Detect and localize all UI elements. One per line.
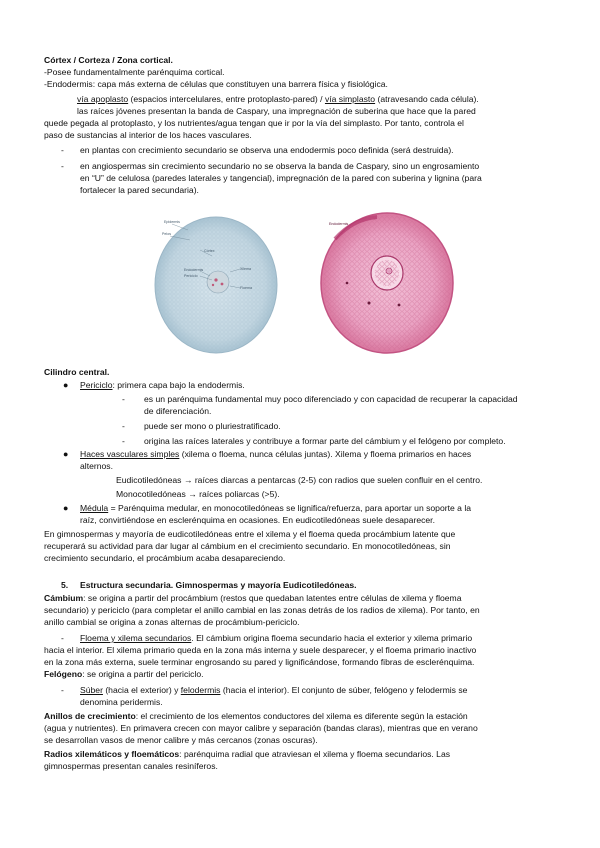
floema-term: Floema y xilema secundarios bbox=[80, 633, 192, 643]
radios-line bbox=[44, 749, 450, 760]
bullet: ● bbox=[63, 503, 69, 513]
root-cross-section-diagram bbox=[150, 212, 280, 358]
list-dash: - bbox=[61, 685, 64, 695]
cambium-line: secundario) y periciclo (para completar el anillo cambial en las zonas detrás de los radios de xilema). Por tanto, en bbox=[44, 605, 480, 615]
paragraph-line: recuperará su actividad para dar lugar al cámbium en el crecimiento secundario. En monocotiledóneas, sin bbox=[44, 541, 451, 551]
periciclo-line bbox=[80, 380, 245, 391]
list-item: origina las raíces laterales y contribuye a formar parte del cámbium y el felógeno por completo. bbox=[144, 436, 506, 446]
diagram-label: Epidermis bbox=[164, 220, 180, 224]
suber-line: denomina peridermis. bbox=[80, 697, 163, 707]
suber-mid: (hacia el exterior) y bbox=[102, 685, 181, 695]
medula-line bbox=[80, 503, 471, 514]
floema-line: hacia el interior. El xilema primario queda en la zona más interna y suele desparecer, y el floema primario inactivo bbox=[44, 645, 477, 655]
diagram-label: Xilema bbox=[240, 267, 251, 271]
haces-line bbox=[80, 449, 471, 460]
bullet: ● bbox=[63, 449, 69, 459]
list-item: fortalecer la pared secundaria). bbox=[80, 185, 199, 195]
list-dash: - bbox=[122, 421, 125, 431]
suber-term: Súber bbox=[80, 685, 103, 695]
list-dash: - bbox=[61, 145, 64, 155]
simplasto-term: vía simplasto bbox=[324, 94, 376, 104]
diagram-label: Floema bbox=[240, 286, 252, 290]
haces-line: alternos. bbox=[80, 461, 113, 471]
eudic-line: Eudicotiledóneas → raíces diarcas a pentarcas (2-5) con radios que suelen confluir en el centro. bbox=[116, 475, 483, 485]
cambium-term: Cámbium bbox=[44, 593, 84, 603]
cambium-line bbox=[44, 593, 462, 604]
cambium-def: : se origina a partir del procámbium (restos que quedaban latentes entre células de xilema y floema bbox=[83, 593, 462, 603]
diagram-label: Córtex bbox=[204, 249, 215, 253]
medula-term: Médula bbox=[80, 503, 109, 513]
cortex-heading: Córtex / Corteza / Zona cortical. bbox=[44, 55, 173, 65]
diagram-label: Pelos bbox=[162, 232, 171, 236]
list-dash: - bbox=[122, 436, 125, 446]
apoplasto-text: (espacios intercelulares, entre protoplasto-pared) / bbox=[128, 94, 325, 104]
list-dash: - bbox=[122, 394, 125, 404]
list-dash: - bbox=[61, 633, 64, 643]
list-item: en angiospermas sin crecimiento secundario no se observa la banda de Caspary, sino un engrosamiento bbox=[80, 161, 480, 171]
list-item: puede ser mono o pluriestratificado. bbox=[144, 421, 281, 431]
felodermis-term: felodermis bbox=[180, 685, 221, 695]
periciclo-term: Periciclo bbox=[80, 380, 113, 390]
medula-line: raíz, convirtiéndose en esclerénquima en ocasiones. En eudicotiledóneas suele desaparecer. bbox=[80, 515, 435, 525]
suber-line bbox=[80, 685, 467, 696]
simplasto-text: (atravesando cada célula). bbox=[375, 94, 479, 104]
monoc-line: Monocotiledóneas → raíces poliarcas (>5). bbox=[116, 489, 280, 499]
radios-line: gimnospermas presentan canales resiníferos. bbox=[44, 761, 218, 771]
diagram-label: Periciclo bbox=[184, 274, 198, 278]
diagram-label: Endodermis bbox=[329, 222, 349, 226]
list-item: de diferenciación. bbox=[144, 406, 212, 416]
list-item: es un parénquima fundamental muy poco diferenciado y con capacidad de recuperar la capacidad bbox=[144, 394, 518, 404]
cortex-line: -Endodermis: capa más externa de células que constituyen una barrera física y fisiológica. bbox=[44, 79, 388, 89]
anillos-line bbox=[44, 711, 468, 722]
felogeno-def: : se origina a partir del periciclo. bbox=[82, 669, 204, 679]
floema-def: . El cámbium origina floema secundario hacia el exterior y xilema primario bbox=[191, 633, 473, 643]
apoplasto-term: vía apoplasto bbox=[77, 94, 129, 104]
list-dash: - bbox=[61, 161, 64, 171]
suber-rest: (hacia el interior). El conjunto de súber, felógeno y felodermis se bbox=[220, 685, 468, 695]
haces-def: (xilema o floema, nunca células juntas). Xilema y floema primarios en haces bbox=[179, 449, 472, 459]
caspary-line: quede pegada al protoplasto, y los nutrientes/agua tengan que ir por la vía del simplasto. Por tanto, controla el bbox=[44, 118, 464, 128]
felogeno-term: Felógeno bbox=[44, 669, 83, 679]
list-item: en plantas con crecimiento secundario se observa una endodermis poco definida (será destruida). bbox=[80, 145, 454, 155]
anillos-term: Anillos de crecimiento bbox=[44, 711, 136, 721]
felogeno-line bbox=[44, 669, 204, 680]
caspary-line: las raíces jóvenes presentan la banda de Caspary, una impregnación de suberina que hace que la pared bbox=[77, 106, 476, 116]
bullet: ● bbox=[63, 380, 69, 390]
list-item: en “U” de celulosa (paredes laterales y tangencial), impregnación de la pared con suberina y lignina (para bbox=[80, 173, 482, 183]
anillos-line: se desarrollan vasos de menor calibre y más cercanos (zonas oscuras). bbox=[44, 735, 318, 745]
root-histology-photo bbox=[317, 209, 457, 355]
paragraph-line: En gimnospermas y mayoría de eudicotiledóneas entre el xilema y el floema queda procámbium latente que bbox=[44, 529, 456, 539]
section-number: 5. bbox=[61, 580, 69, 590]
apoplasto-line bbox=[77, 94, 479, 105]
anillos-def: : el crecimiento de los elementos conductores del xilema es diferente según la estación bbox=[135, 711, 468, 721]
radios-term: Radios xilemáticos y floemáticos bbox=[44, 749, 180, 759]
floema-line: en la zona más externa, suele terminar engrosando su pared y lignificándose, formando fibras de esclerénquima. bbox=[44, 657, 475, 667]
periciclo-def: : primera capa bajo la endodermis. bbox=[112, 380, 245, 390]
diagram-label: Endodermis bbox=[184, 268, 204, 272]
radios-def: : parénquima radial que atraviesan el xilema y floema secundarios. Las bbox=[179, 749, 451, 759]
section-heading: Estructura secundaria. Gimnospermas y mayoría Eudicotiledóneas. bbox=[80, 580, 357, 590]
caspary-line: paso de sustancias al interior de los haces vasculares. bbox=[44, 130, 252, 140]
cambium-line: anillo cambial se origina a zonas alternas de procámbium-periciclo. bbox=[44, 617, 300, 627]
floema-line bbox=[80, 633, 472, 644]
anillos-line: (agua y nutrientes). En primavera crecen con mayor calibre y separación (bandas claras), mientras que en verano bbox=[44, 723, 478, 733]
haces-term: Haces vasculares simples bbox=[80, 449, 180, 459]
cortex-line: -Posee fundamentalmente parénquima cortical. bbox=[44, 67, 225, 77]
medula-def: = Parénquima medular, en monocotiledóneas se lignifica/refuerza, para aportar un soporte a la bbox=[108, 503, 472, 513]
cilindro-heading: Cilindro central. bbox=[44, 367, 110, 377]
paragraph-line: crecimiento secundario, el procámbium acaba desapareciendo. bbox=[44, 553, 286, 563]
